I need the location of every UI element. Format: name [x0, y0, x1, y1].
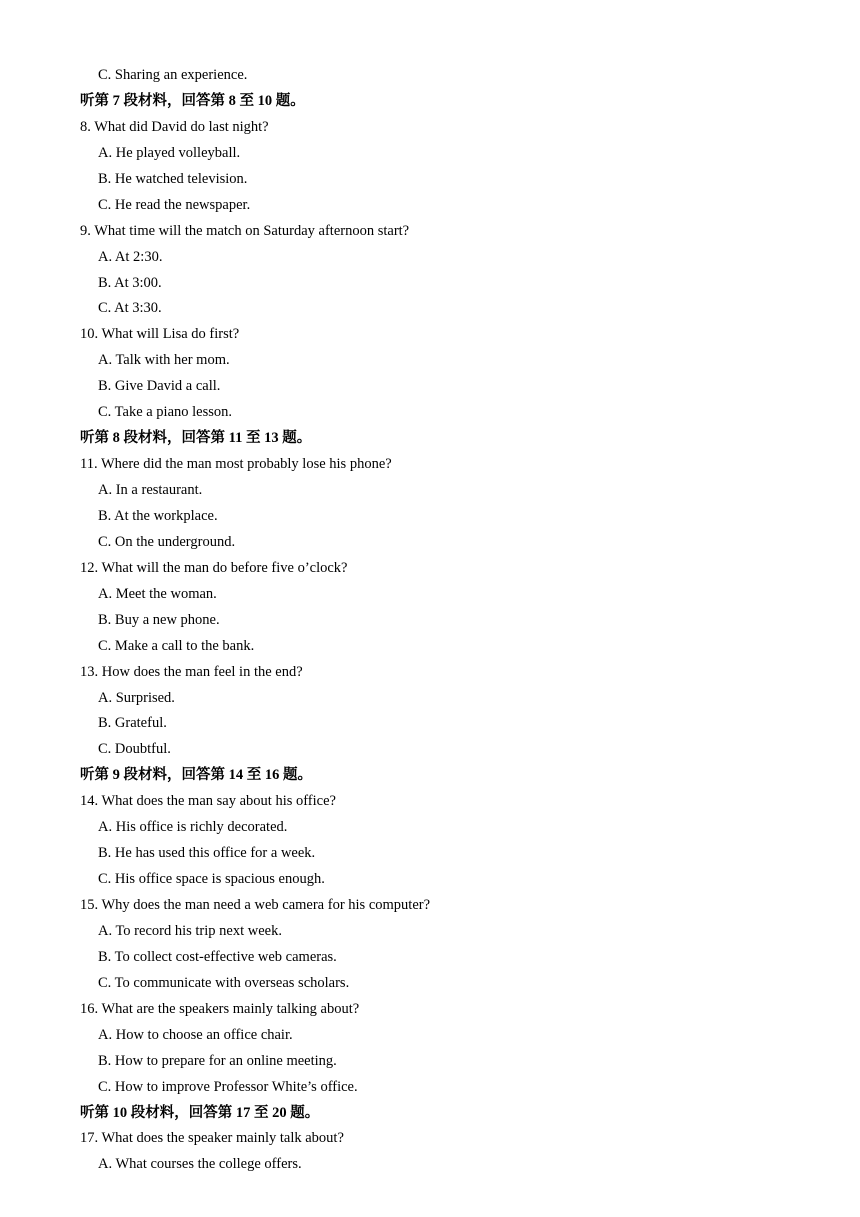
answer-option: B. How to prepare for an online meeting. — [98, 1052, 337, 1069]
answer-option: C. His office space is spacious enough. — [98, 871, 325, 888]
answer-option: C. To communicate with overseas scholars. — [98, 974, 350, 991]
answer-option: B. He has used this office for a week. — [98, 845, 316, 862]
question-text: 10. What will Lisa do first? — [80, 326, 240, 343]
question-text: 16. What are the speakers mainly talking about? — [80, 1000, 360, 1017]
answer-option: C. Sharing an experience. — [98, 67, 248, 83]
question-text: 9. What time will the match on Saturday afternoon start? — [80, 222, 410, 239]
question-text: 12. What will the man do before five o’clock? — [80, 559, 348, 576]
answer-option: C. How to improve Professor White’s office. — [98, 1078, 358, 1095]
answer-option: A. His office is richly decorated. — [98, 819, 288, 836]
question-text: 15. Why does the man need a web camera for his computer? — [80, 897, 431, 913]
answer-option: A. What courses the college offers. — [98, 1156, 302, 1173]
question-text: 14. What does the man say about his office? — [80, 793, 336, 810]
section-heading: 听第 10 段材料，回答第 17 至 20 题。 — [80, 1104, 320, 1121]
answer-option: A. How to choose an office chair. — [98, 1026, 293, 1043]
answer-option: A. Surprised. — [98, 689, 175, 706]
section-heading: 听第 8 段材料，回答第 11 至 13 题。 — [80, 430, 312, 447]
answer-option: C. He read the newspaper. — [98, 196, 251, 213]
answer-option: B. Give David a call. — [98, 378, 221, 395]
answer-option: C. Doubtful. — [98, 741, 171, 758]
answer-option: A. In a restaurant. — [98, 482, 203, 498]
answer-option: C. Take a piano lesson. — [98, 404, 233, 421]
answer-option: B. At the workplace. — [98, 507, 218, 524]
answer-option: C. At 3:30. — [98, 300, 162, 317]
section-heading: 听第 9 段材料，回答第 14 至 16 题。 — [80, 767, 312, 784]
answer-option: A. Talk with her mom. — [98, 352, 230, 369]
answer-option: C. Make a call to the bank. — [98, 637, 255, 654]
answer-option: B. He watched television. — [98, 170, 248, 187]
answer-option: A. Meet the woman. — [98, 585, 217, 602]
question-text: 8. What did David do last night? — [80, 118, 269, 135]
answer-option: A. At 2:30. — [98, 248, 163, 265]
answer-option: C. On the underground. — [98, 533, 236, 550]
exam-document — [0, 63, 860, 1178]
section-heading: 听第 7 段材料，回答第 8 至 10 题。 — [80, 92, 305, 109]
question-text: 13. How does the man feel in the end? — [80, 663, 303, 680]
answer-option: A. He played volleyball. — [98, 144, 241, 161]
question-text: 17. What does the speaker mainly talk about? — [80, 1130, 344, 1147]
answer-option: B. Buy a new phone. — [98, 611, 220, 628]
answer-option: A. To record his trip next week. — [98, 922, 282, 939]
answer-option: B. Grateful. — [98, 715, 167, 732]
question-text: 11. Where did the man most probably lose his phone? — [80, 456, 392, 473]
answer-option: B. At 3:00. — [98, 274, 162, 291]
answer-option: B. To collect cost-effective web cameras. — [98, 948, 337, 965]
